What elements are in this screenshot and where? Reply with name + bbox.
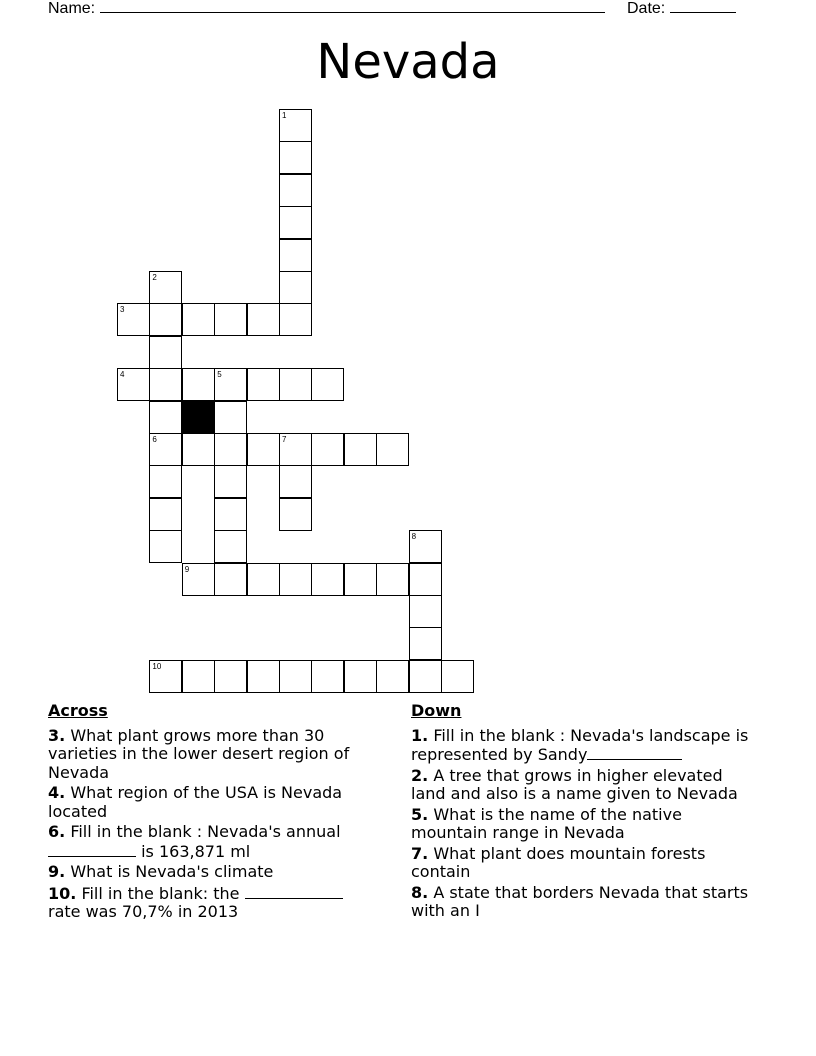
clue-item	[48, 823, 383, 861]
clue-text: Fill in the blank: the	[81, 883, 240, 903]
clue-num: 1.	[411, 725, 429, 745]
grid-cell[interactable]	[149, 498, 182, 531]
clue-item	[48, 884, 383, 922]
grid-cell[interactable]	[247, 563, 280, 596]
grid-cell[interactable]	[279, 303, 312, 336]
grid-cell[interactable]	[409, 563, 442, 596]
grid-cell[interactable]	[182, 368, 215, 401]
grid-cell[interactable]	[311, 368, 344, 401]
grid-cell[interactable]	[214, 401, 247, 434]
grid-cell[interactable]	[214, 368, 247, 401]
grid-cell[interactable]	[311, 433, 344, 466]
grid-cell[interactable]	[279, 368, 312, 401]
clue-num: 2.	[411, 765, 429, 785]
page-title: Nevada	[316, 34, 500, 90]
grid-cell[interactable]	[214, 563, 247, 596]
grid-cell[interactable]	[247, 303, 280, 336]
grid-cell[interactable]	[279, 174, 312, 207]
clue-item	[411, 845, 761, 882]
clue-text: What is Nevada's climate	[70, 862, 274, 881]
clue-number: 8	[411, 532, 417, 542]
clue-item	[48, 784, 383, 821]
grid-cell[interactable]	[149, 465, 182, 498]
clue-item	[48, 863, 383, 882]
grid-cell[interactable]	[247, 433, 280, 466]
clue-num: 7.	[411, 843, 429, 863]
clue-text: Fill in the blank : Nevada's landscape is represented by Sandy	[411, 725, 749, 764]
grid-cell[interactable]	[279, 271, 312, 304]
grid-cell[interactable]	[279, 563, 312, 596]
down-heading: Down	[411, 701, 462, 720]
down-clue-list	[411, 727, 761, 921]
clue-number: 1	[282, 111, 287, 120]
clue-number: 7	[282, 435, 287, 444]
grid-cell[interactable]	[409, 530, 442, 563]
clue-item	[411, 806, 761, 843]
across-clues	[48, 702, 383, 924]
clue-num: 8.	[411, 882, 429, 902]
grid-cell[interactable]	[376, 563, 409, 596]
grid-cell[interactable]	[279, 239, 312, 272]
down-clues	[411, 702, 761, 923]
clue-text: What is the name of the native mountain range in Nevada	[411, 804, 682, 842]
clue-num: 6.	[48, 822, 66, 841]
grid-cell[interactable]	[279, 433, 312, 466]
clue-num: 10.	[48, 883, 77, 903]
grid-cell[interactable]	[409, 595, 442, 628]
across-clue-list	[48, 727, 383, 922]
clue-text: What plant grows more than 30 varieties in the lower desert region of Nevada	[48, 725, 350, 782]
grid-cell[interactable]	[279, 660, 312, 693]
clue-text-continued: rate was 70,7% in 2013	[48, 902, 239, 921]
grid-cell[interactable]	[214, 660, 247, 693]
grid-cell[interactable]	[279, 109, 312, 142]
grid-cell[interactable]	[214, 530, 247, 563]
clue-item	[48, 727, 383, 783]
grid-cell[interactable]	[344, 563, 377, 596]
grid-cell[interactable]	[214, 498, 247, 531]
grid-cell[interactable]	[182, 563, 215, 596]
clue-num: 5.	[411, 804, 429, 824]
clue-text: What plant does mountain forests contain	[411, 843, 706, 881]
grid-cell[interactable]	[117, 303, 150, 336]
clue-item	[411, 884, 761, 921]
grid-cell[interactable]	[149, 368, 182, 401]
grid-cell[interactable]	[149, 271, 182, 304]
date-label: Date:	[627, 0, 666, 17]
clue-text: What region of the USA is Nevada located	[48, 783, 343, 821]
clue-number: 10	[152, 661, 162, 671]
grid-cell[interactable]	[182, 303, 215, 336]
clue-text: Fill in the blank : Nevada's annual	[70, 822, 341, 841]
clue-text: A state that borders Nevada that starts with an I	[411, 882, 749, 920]
grid-cell[interactable]	[279, 465, 312, 498]
grid-cell[interactable]	[149, 303, 182, 336]
grid-cell[interactable]	[376, 660, 409, 693]
clue-number: 5	[217, 370, 222, 380]
grid-cell[interactable]	[247, 660, 280, 693]
clue-text-continued: is 163,871 ml	[141, 841, 251, 861]
grid-cell[interactable]	[279, 141, 312, 174]
grid-cell[interactable]	[149, 433, 182, 466]
clue-num: 4.	[48, 783, 66, 802]
clue-number: 4	[120, 370, 125, 380]
grid-cell[interactable]	[182, 433, 215, 466]
grid-cell[interactable]	[214, 303, 247, 336]
clue-number: 6	[152, 435, 157, 444]
across-heading: Across	[48, 701, 108, 720]
clue-num: 9.	[48, 862, 66, 881]
grid-cell[interactable]	[149, 530, 182, 563]
answer-blank	[48, 842, 136, 857]
grid-cell[interactable]	[247, 368, 280, 401]
grid-cell[interactable]	[214, 433, 247, 466]
grid-cell[interactable]	[214, 465, 247, 498]
grid-cell[interactable]	[311, 563, 344, 596]
grid-cell[interactable]	[441, 660, 474, 693]
grid-cell[interactable]	[149, 336, 182, 369]
clue-number: 2	[152, 273, 157, 282]
black-cell	[182, 401, 215, 434]
grid-cell[interactable]	[376, 433, 409, 466]
grid-cell[interactable]	[149, 401, 182, 434]
grid-cell[interactable]	[311, 660, 344, 693]
grid-cell[interactable]	[117, 368, 150, 401]
grid-cell[interactable]	[344, 433, 377, 466]
grid-cell[interactable]	[149, 660, 182, 693]
name-label: Name:	[48, 0, 96, 17]
clue-item	[411, 767, 761, 804]
clue-text: A tree that grows in higher elevated land and also is a name given to Nevada	[411, 765, 738, 803]
grid-cell[interactable]	[182, 660, 215, 693]
grid-cell[interactable]	[409, 660, 442, 693]
answer-blank	[587, 745, 682, 760]
grid-cell[interactable]	[279, 206, 312, 239]
clue-number: 3	[120, 305, 125, 315]
clue-item	[411, 727, 761, 765]
clue-number: 9	[184, 564, 190, 574]
grid-cell[interactable]	[409, 627, 442, 660]
grid-cell[interactable]	[344, 660, 377, 693]
grid-cell[interactable]	[279, 498, 312, 531]
answer-blank	[245, 884, 343, 899]
clue-num: 3.	[48, 725, 66, 745]
